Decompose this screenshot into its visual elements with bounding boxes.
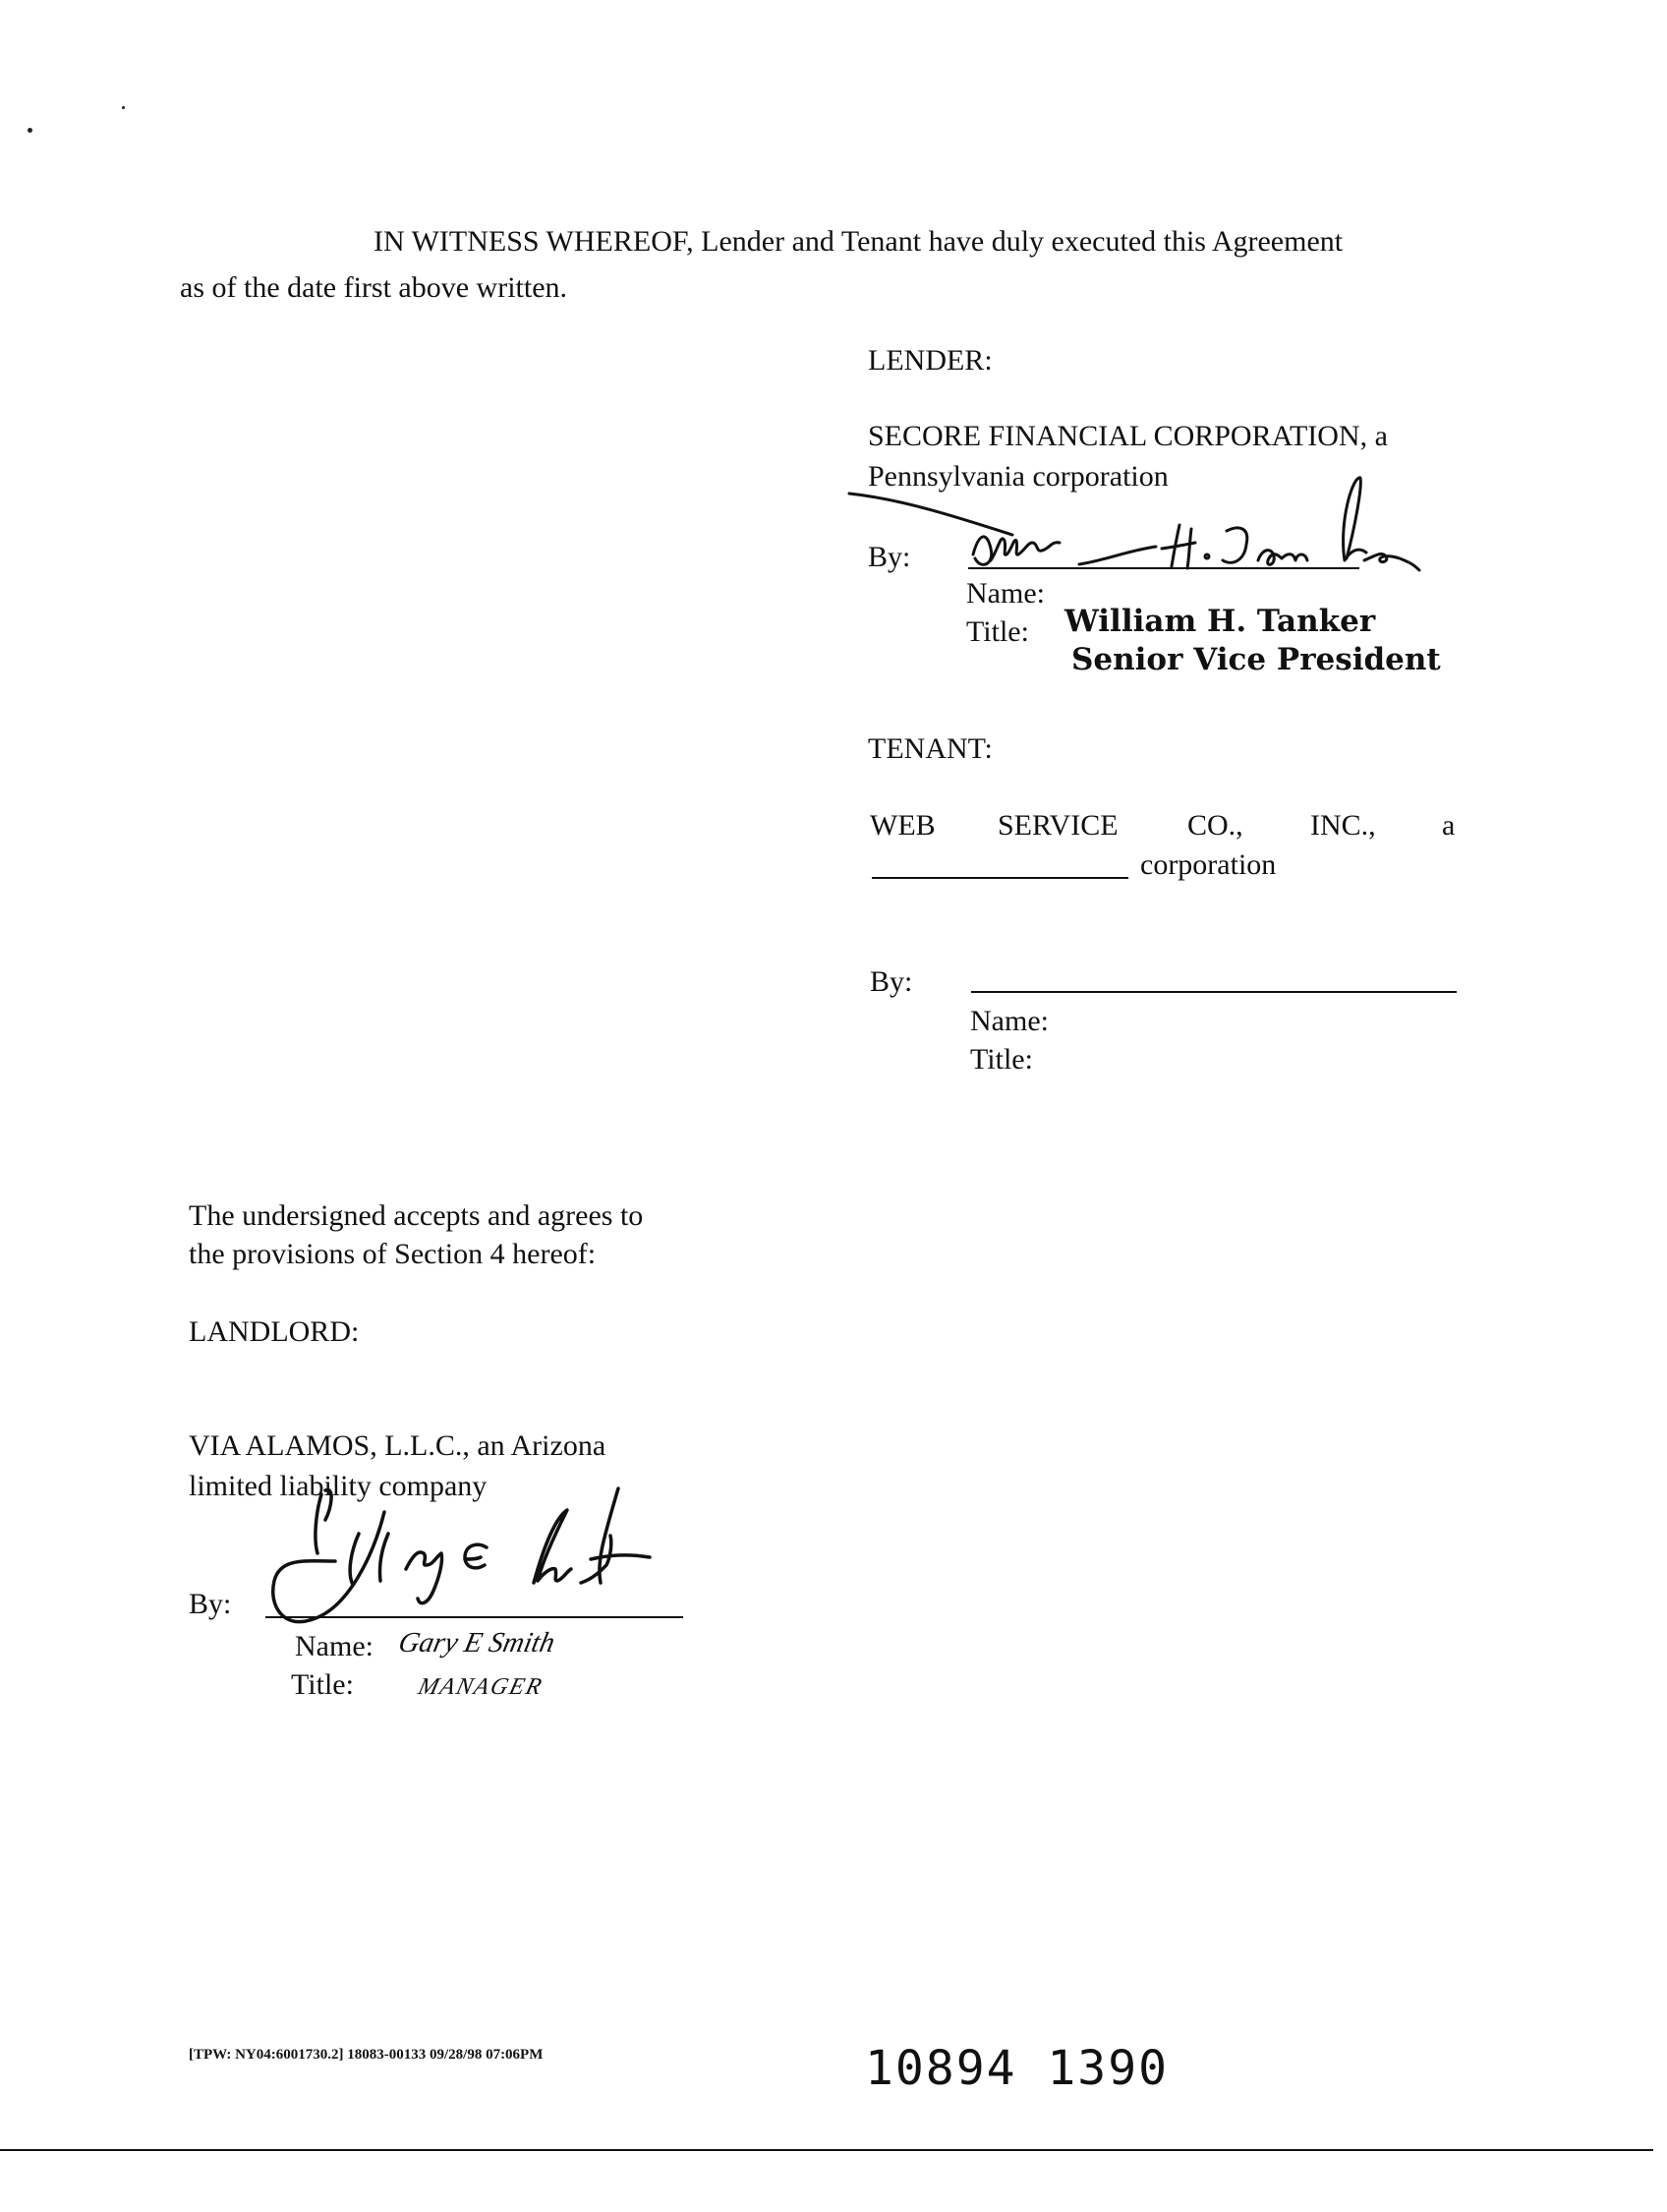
tenant-entity-word: INC., [1310, 809, 1376, 842]
lender-title-label: Title: [966, 615, 1029, 648]
landlord-name-handwritten: Gary E Smith [395, 1627, 558, 1659]
tenant-entity-word: CO., [1187, 809, 1243, 842]
landlord-title-label: Title: [291, 1668, 354, 1701]
tenant-name-label: Name: [970, 1005, 1049, 1037]
tenant-entity-line-2: corporation [1140, 848, 1277, 881]
lender-by-label: By: [868, 541, 911, 573]
lender-entity-line-2: Pennsylvania corporation [868, 460, 1169, 493]
landlord-by-label: By: [189, 1588, 232, 1620]
landlord-name-label: Name: [295, 1630, 374, 1662]
scan-speck [28, 128, 32, 133]
tenant-heading: TENANT: [868, 732, 993, 765]
lender-stamp-title: Senior Vice President [1071, 642, 1441, 677]
lender-heading: LENDER: [868, 344, 993, 377]
witness-line-2: as of the date first above written. [180, 271, 568, 304]
tenant-entity-word: WEB [870, 809, 936, 842]
tenant-by-label: By: [870, 965, 913, 998]
footer-reference: [TPW: NY04:6001730.2] 18083-00133 09/28/98 07:06PM [189, 2047, 544, 2063]
lender-signature [845, 470, 1445, 598]
tenant-signature-line [971, 991, 1457, 993]
document-number: 10894 1390 [865, 2041, 1169, 2096]
tenant-entity-word: SERVICE [998, 809, 1119, 842]
landlord-entity-line-1: VIA ALAMOS, L.L.C., an Arizona [189, 1429, 606, 1462]
witness-line-1: IN WITNESS WHEREOF, Lender and Tenant have duly executed this Agreement [374, 225, 1344, 258]
landlord-intro-line-2: the provisions of Section 4 hereof: [189, 1238, 597, 1270]
lender-name-label: Name: [966, 577, 1045, 610]
page-bottom-rule [0, 2149, 1653, 2151]
landlord-heading: LANDLORD: [189, 1315, 360, 1348]
lender-stamp-name: William H. Tanker [1064, 604, 1376, 639]
tenant-entity-word: a [1442, 809, 1456, 842]
landlord-title-handwritten: MANAGER [415, 1674, 546, 1700]
lender-entity-line-1: SECORE FINANCIAL CORPORATION, a [868, 420, 1388, 452]
landlord-entity-line-2: limited liability company [189, 1470, 488, 1502]
tenant-state-blank-line [872, 877, 1128, 879]
landlord-intro-line-1: The undersigned accepts and agrees to [189, 1199, 644, 1232]
tenant-title-label: Title: [970, 1043, 1033, 1076]
scan-speck [122, 106, 125, 109]
